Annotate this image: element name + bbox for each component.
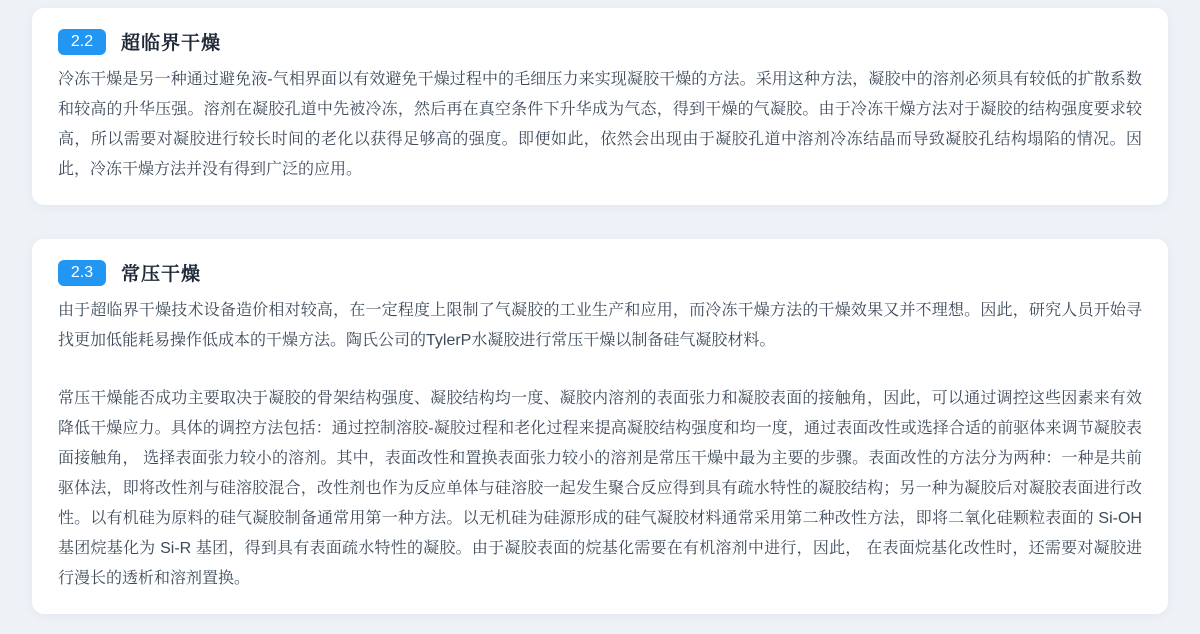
section-header [58,28,1142,55]
section-title: 超临界干燥 [121,33,222,54]
section-header [58,259,1142,286]
section-paragraph: 由于超临界干燥技术设备造价相对较高，在一定程度上限制了气凝胶的工业生产和应用，而冷冻干燥方法的干燥效果又并不理想。因此，研究人员开始寻找更加低能耗易操作低成本的干燥方法。陶氏公司的TylerP水凝胶进行常压干燥以制备硅气凝胶材料。 [58,302,1142,349]
section-number-badge: 2.2 [58,29,106,55]
section-paragraph: 冷冻干燥是另一种通过避免液-气相界面以有效避免干燥过程中的毛细压力来实现凝胶干燥的方法。采用这种方法，凝胶中的溶剂必须具有较低的扩散系数和较高的升华压强。溶剂在凝胶孔道中先被冷冻，然后再在真空条件下升华成为气态，得到干燥的气凝胶。由于冷冻干燥方法对于凝胶的结构强度要求较高，所以需要对凝胶进行较长时间的老化以获得足够高的强度。即便如此，依然会出现由于凝胶孔道中溶剂冷冻结晶而导致凝胶孔结构塌陷的情况。因此，冷冻干燥方法并没有得到广泛的应用。 [58,71,1142,178]
section-card-ambient-pressure-drying [32,239,1168,614]
section-title: 常压干燥 [121,264,202,285]
section-number-badge: 2.3 [58,260,106,286]
section-card-supercritical-drying [32,8,1168,205]
section-paragraph: 常压干燥能否成功主要取决于凝胶的骨架结构强度、凝胶结构均一度、凝胶内溶剂的表面张力和凝胶表面的接触角，因此，可以通过调控这些因素来有效降低干燥应力。具体的调控方法包括：通过控制溶胶-凝胶过程和老化过程来提高凝胶结构强度和均一度，通过表面改性或选择合适的前驱体来调节凝胶表面接触角， 选择表面张力较小的溶剂。其中，表面改性和置换表面张力较小的溶剂是常压干燥中最为主要的步骤。表面改性的方法分为两种：一种是共前驱体法，即将改性剂与硅溶胶混合，改性剂也作为反应单体与硅溶胶一起发生聚合反应得到具有疏水特性的凝胶结构；另一种为凝胶后对凝胶表面进行改性。以有机硅为原料的硅气凝胶制备通常用第一种方法。以无机硅为硅源形成的硅气凝胶材料通常采用第二种改性方法，即将二氧化硅颗粒表面的 Si-OH 基团烷基化为 Si-R 基团，得到具有表面疏水特性的凝胶。由于凝胶表面的烷基化需要在有机溶剂中进行，因此， 在表面烷基化改性时，还需要对凝胶进行漫长的透析和溶剂置换。 [58,390,1142,587]
